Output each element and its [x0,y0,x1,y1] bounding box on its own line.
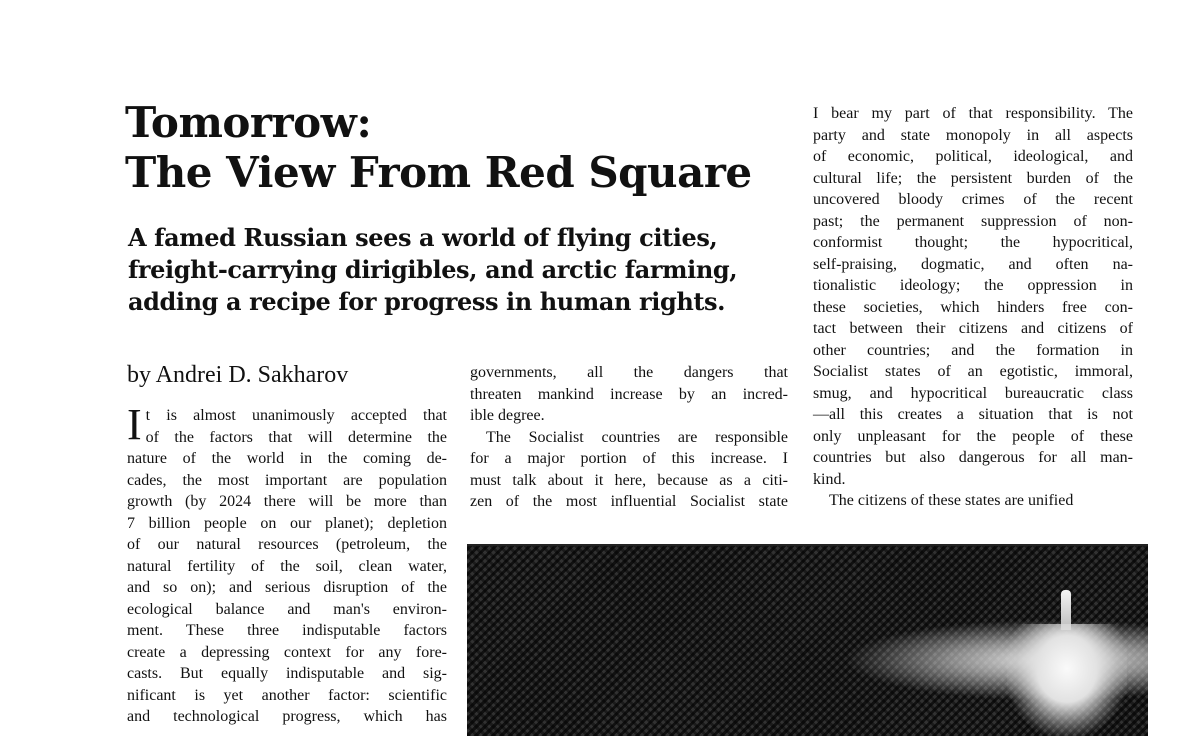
text-line: only unpleasant for the people of these [813,427,1133,445]
text-line: conformist thought; the hypocritical, [813,234,1133,251]
body-column-2 [470,362,788,513]
subtitle-line: adding a recipe for progress in human rights. [128,287,726,316]
text-line: governments, all the dangers that [470,364,788,381]
title-line-2: The View From Red Square [125,148,752,197]
text-line: ible degree. [470,407,545,424]
column-3-text [813,103,1133,512]
photo-tower [1007,624,1127,736]
text-line: smug, and hypocritical bureaucratic class [813,384,1133,402]
title-line-1: Tomorrow: [125,98,372,147]
article-photo [467,544,1148,736]
text-line: natural fertility of the soil, clean water, [127,557,447,575]
text-line: nature of the world in the coming de- [127,450,447,467]
subtitle-line: A famed Russian sees a world of flying cities, [128,223,718,252]
drop-cap: I [127,400,142,449]
body-column-3 [813,103,1133,512]
text-line: tact between their citizens and citizens of [813,320,1133,337]
text-line: threaten mankind increase by an incred- [470,385,788,403]
text-line: t is almost unanimously accepted that [145,407,447,424]
text-line: and technological progress, which has [127,708,447,725]
text-line: nificant is yet another factor: scientific [127,686,447,704]
text-line: growth (by 2024 there will be more than [127,493,447,510]
text-line: —all this creates a situation that is not [813,406,1133,423]
text-line: party and state monopoly in all aspects [813,126,1133,144]
text-line: 7 billion people on our planet); depletion [127,514,447,532]
text-line: create a depressing context for any fore- [127,643,447,661]
text-line: kind. [813,470,846,488]
text-line: of the factors that will determine the [145,428,447,446]
text-line: ecological balance and man's environ- [127,600,447,618]
text-line: for a major portion of this increase. I [470,450,788,467]
text-line: cultural life; the persistent burden of the [813,169,1133,187]
text-line: The Socialist countries are responsible [486,428,788,446]
text-line: The citizens of these states are unified [829,492,1074,509]
text-line: of economic, political, ideological, and [813,148,1133,165]
text-line: ment. These three indisputable factors [127,622,447,639]
text-line: tionalistic ideology; the oppression in [813,277,1133,294]
column-1-text [127,400,447,728]
text-line: other countries; and the formation in [813,341,1133,359]
text-line: these societies, which hinders free con- [813,298,1133,316]
article-subtitle [128,222,748,318]
text-line: past; the permanent suppression of non- [813,212,1133,230]
text-line: zen of the most influential Socialist state [470,493,788,510]
byline: by Andrei D. Sakharov [127,362,349,388]
text-line: and so on); and serious disruption of the [127,579,447,596]
text-line: uncovered bloody crimes of the recent [813,191,1133,208]
text-line: Socialist states of an egotistic, immoral, [813,363,1133,380]
text-line: cades, the most important are population [127,471,447,489]
text-line: casts. But equally indisputable and sig- [127,665,447,682]
subtitle-line: freight-carrying dirigibles, and arctic farming, [128,255,738,284]
text-line: I bear my part of that responsibility. The [813,105,1133,122]
column-2-text [470,362,788,513]
text-line: must talk about it here, because as a citi- [470,471,788,489]
text-line: of our natural resources (petroleum, the [127,536,447,553]
article-title [125,98,785,198]
text-line: countries but also dangerous for all man- [813,449,1133,466]
body-column-1 [127,400,447,728]
text-line: self-praising, dogmatic, and often na- [813,255,1133,273]
